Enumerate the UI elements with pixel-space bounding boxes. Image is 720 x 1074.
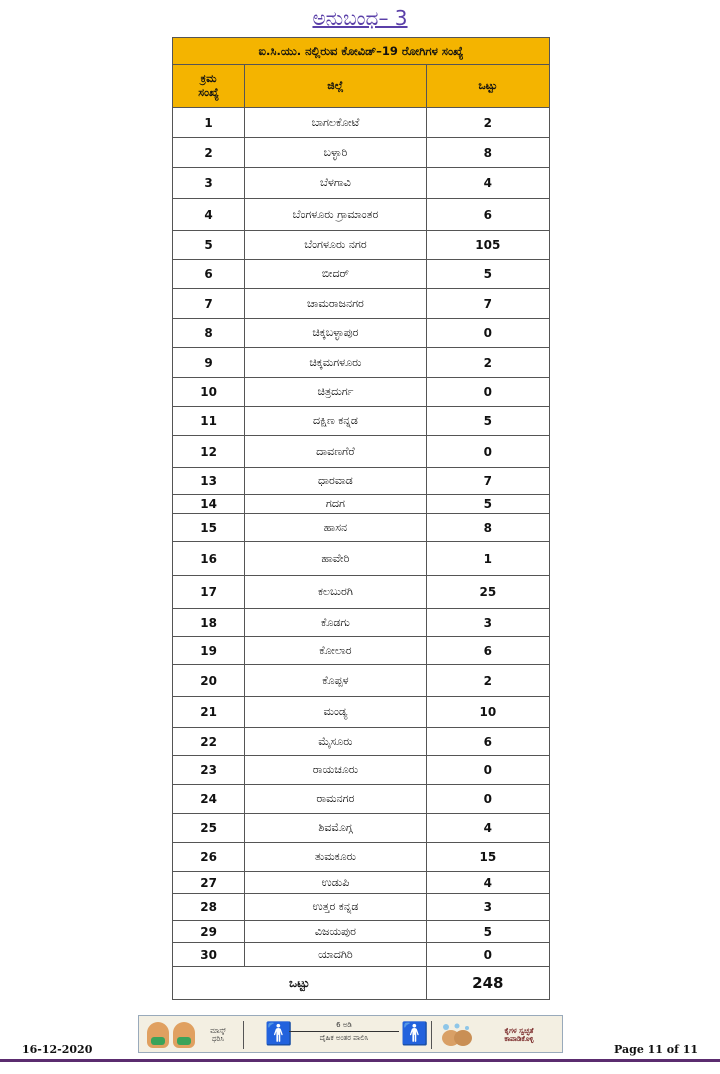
count-cell: 25 bbox=[426, 576, 549, 609]
serial-cell: 29 bbox=[173, 921, 245, 943]
table-row bbox=[173, 436, 550, 468]
banner-divider bbox=[431, 1021, 432, 1049]
serial-cell: 28 bbox=[173, 894, 245, 921]
count-cell: 105 bbox=[426, 231, 549, 260]
district-cell: ಬೆಂಗಳೂರು ನಗರ bbox=[245, 231, 426, 260]
district-cell: ಕೊಡಗು bbox=[245, 609, 426, 637]
table-row bbox=[173, 814, 550, 843]
table-header-row bbox=[173, 65, 550, 108]
district-cell: ಚಿಕ್ಕಮಗಳೂರು bbox=[245, 348, 426, 378]
table-row bbox=[173, 609, 550, 637]
distance-arrow bbox=[289, 1031, 399, 1032]
banner-mask-text-2: ಧರಿಸಿ bbox=[212, 1035, 224, 1043]
district-cell: ಬಾಗಲಕೋಟೆ bbox=[245, 108, 426, 138]
district-cell: ಬೆಳಗಾವಿ bbox=[245, 168, 426, 199]
serial-cell: 8 bbox=[173, 319, 245, 348]
banner-mask-text bbox=[203, 1027, 233, 1043]
district-cell: ಮಂಡ್ಯ bbox=[245, 697, 426, 728]
banner-distance-text: ದೈಹಿಕ ಅಂತರ ಪಾಲಿಸಿ bbox=[319, 1034, 369, 1042]
count-cell: 4 bbox=[426, 872, 549, 894]
serial-cell: 17 bbox=[173, 576, 245, 609]
page-title: ಅನುಬಂಧ– 3 bbox=[312, 6, 408, 30]
total-label: ಒಟ್ಟು bbox=[173, 967, 427, 1000]
serial-cell: 19 bbox=[173, 637, 245, 665]
table-row bbox=[173, 542, 550, 576]
count-cell: 6 bbox=[426, 637, 549, 665]
count-cell: 0 bbox=[426, 378, 549, 407]
table-row bbox=[173, 943, 550, 967]
serial-cell: 26 bbox=[173, 843, 245, 872]
district-cell: ಉಡುಪಿ bbox=[245, 872, 426, 894]
district-cell: ಹಾಸನ bbox=[245, 514, 426, 542]
count-cell: 2 bbox=[426, 665, 549, 697]
serial-cell: 5 bbox=[173, 231, 245, 260]
district-cell: ಬೆಂಗಳೂರು ಗ್ರಾಮಾಂತರ bbox=[245, 199, 426, 231]
count-cell: 1 bbox=[426, 542, 549, 576]
table-row bbox=[173, 319, 550, 348]
serial-cell: 18 bbox=[173, 609, 245, 637]
count-cell: 0 bbox=[426, 785, 549, 814]
header-serial-line1: ಕ್ರಮ bbox=[200, 72, 217, 85]
district-cell: ತುಮಕೂರು bbox=[245, 843, 426, 872]
table-total-row bbox=[173, 967, 550, 1000]
standing-person-icon: 🚹 bbox=[265, 1022, 293, 1047]
header-serial bbox=[173, 65, 245, 108]
table-row bbox=[173, 576, 550, 609]
table-row bbox=[173, 231, 550, 260]
header-serial-line2: ಸಂಖ್ಯೆ bbox=[198, 86, 219, 99]
table-row bbox=[173, 843, 550, 872]
table-row bbox=[173, 894, 550, 921]
table-row bbox=[173, 468, 550, 495]
district-cell: ವಿಜಯಪುರ bbox=[245, 921, 426, 943]
count-cell: 8 bbox=[426, 138, 549, 168]
banner-distance-value: 6 ಅಡಿ bbox=[336, 1021, 352, 1029]
serial-cell: 30 bbox=[173, 943, 245, 967]
table-row bbox=[173, 407, 550, 436]
district-cell: ರಾಯಚೂರು bbox=[245, 756, 426, 785]
count-cell: 2 bbox=[426, 348, 549, 378]
count-cell: 4 bbox=[426, 814, 549, 843]
table-row bbox=[173, 756, 550, 785]
serial-cell: 1 bbox=[173, 108, 245, 138]
table-row bbox=[173, 921, 550, 943]
standing-person-icon: 🚹 bbox=[401, 1022, 429, 1047]
icu-cases-table bbox=[172, 37, 550, 1000]
header-district: ಜಿಲ್ಲೆ bbox=[245, 65, 426, 108]
district-cell: ಬೀದರ್ bbox=[245, 260, 426, 289]
district-cell: ಕೊಪ್ಪಳ bbox=[245, 665, 426, 697]
serial-cell: 20 bbox=[173, 665, 245, 697]
table-row bbox=[173, 872, 550, 894]
count-cell: 2 bbox=[426, 108, 549, 138]
count-cell: 0 bbox=[426, 756, 549, 785]
serial-cell: 21 bbox=[173, 697, 245, 728]
table-row bbox=[173, 785, 550, 814]
serial-cell: 2 bbox=[173, 138, 245, 168]
banner-divider bbox=[243, 1021, 244, 1049]
total-value: 248 bbox=[426, 967, 549, 1000]
district-cell: ಗದಗ bbox=[245, 495, 426, 514]
table-row bbox=[173, 697, 550, 728]
count-cell: 7 bbox=[426, 468, 549, 495]
count-cell: 5 bbox=[426, 921, 549, 943]
serial-cell: 13 bbox=[173, 468, 245, 495]
district-cell: ಉತ್ತರ ಕನ್ನಡ bbox=[245, 894, 426, 921]
count-cell: 5 bbox=[426, 495, 549, 514]
count-cell: 7 bbox=[426, 289, 549, 319]
district-cell: ಬಳ್ಳಾರಿ bbox=[245, 138, 426, 168]
count-cell: 0 bbox=[426, 436, 549, 468]
footer-page-number: Page 11 of 11 bbox=[614, 1043, 698, 1056]
serial-cell: 16 bbox=[173, 542, 245, 576]
banner-mask-text-1: ಮಾಸ್ಕ್ bbox=[210, 1027, 226, 1035]
count-cell: 3 bbox=[426, 609, 549, 637]
serial-cell: 25 bbox=[173, 814, 245, 843]
serial-cell: 15 bbox=[173, 514, 245, 542]
table-row bbox=[173, 108, 550, 138]
district-cell: ಚಿಕ್ಕಬಳ್ಳಾಪುರ bbox=[245, 319, 426, 348]
banner-distance bbox=[289, 1021, 399, 1042]
serial-cell: 12 bbox=[173, 436, 245, 468]
district-cell: ಚಾಮರಾಜನಗರ bbox=[245, 289, 426, 319]
banner-hygiene-text bbox=[481, 1027, 557, 1043]
banner-hygiene-text-2: ಕಾಪಾಡಿಕೊಳ್ಳಿ bbox=[504, 1035, 534, 1043]
district-cell: ಚಿತ್ರದುರ್ಗ bbox=[245, 378, 426, 407]
table-row bbox=[173, 378, 550, 407]
count-cell: 6 bbox=[426, 199, 549, 231]
table-row bbox=[173, 260, 550, 289]
count-cell: 5 bbox=[426, 260, 549, 289]
header-total: ಒಟ್ಟು bbox=[426, 65, 549, 108]
district-cell: ದಕ್ಷಿಣ ಕನ್ನಡ bbox=[245, 407, 426, 436]
district-cell: ಶಿವಮೊಗ್ಗ bbox=[245, 814, 426, 843]
serial-cell: 10 bbox=[173, 378, 245, 407]
count-cell: 3 bbox=[426, 894, 549, 921]
table-row bbox=[173, 728, 550, 756]
table-row bbox=[173, 348, 550, 378]
covid-safety-banner bbox=[138, 1015, 563, 1053]
district-cell: ಕಲಬುರಗಿ bbox=[245, 576, 426, 609]
district-cell: ದಾವಣಗೆರೆ bbox=[245, 436, 426, 468]
district-cell: ಹಾವೇರಿ bbox=[245, 542, 426, 576]
footer-date: 16-12-2020 bbox=[22, 1043, 93, 1056]
masked-person-icon bbox=[173, 1022, 195, 1048]
count-cell: 8 bbox=[426, 514, 549, 542]
table-row bbox=[173, 665, 550, 697]
banner-hygiene-text-1: ಕೈಗಳ ಸ್ವಚ್ಛತೆ bbox=[504, 1027, 534, 1035]
hand-wash-icon bbox=[437, 1022, 477, 1048]
district-cell: ಯಾದಗಿರಿ bbox=[245, 943, 426, 967]
serial-cell: 3 bbox=[173, 168, 245, 199]
count-cell: 15 bbox=[426, 843, 549, 872]
table-row bbox=[173, 138, 550, 168]
table-caption-row bbox=[173, 38, 550, 65]
table-row bbox=[173, 199, 550, 231]
count-cell: 4 bbox=[426, 168, 549, 199]
district-cell: ರಾಮನಗರ bbox=[245, 785, 426, 814]
serial-cell: 14 bbox=[173, 495, 245, 514]
serial-cell: 4 bbox=[173, 199, 245, 231]
count-cell: 0 bbox=[426, 319, 549, 348]
serial-cell: 23 bbox=[173, 756, 245, 785]
serial-cell: 9 bbox=[173, 348, 245, 378]
count-cell: 6 bbox=[426, 728, 549, 756]
serial-cell: 6 bbox=[173, 260, 245, 289]
serial-cell: 24 bbox=[173, 785, 245, 814]
table-caption: ಐ.ಸಿ.ಯು. ನಲ್ಲಿರುವ ಕೋವಿಡ್–19 ರೋಗಿಗಳ ಸಂಖ್ಯೆ bbox=[173, 38, 550, 65]
table-row bbox=[173, 637, 550, 665]
serial-cell: 27 bbox=[173, 872, 245, 894]
district-cell: ಕೋಲಾರ bbox=[245, 637, 426, 665]
district-cell: ಧಾರವಾಡ bbox=[245, 468, 426, 495]
table-row bbox=[173, 289, 550, 319]
table-row bbox=[173, 495, 550, 514]
table-row bbox=[173, 514, 550, 542]
table-row bbox=[173, 168, 550, 199]
district-cell: ಮೈಸೂರು bbox=[245, 728, 426, 756]
serial-cell: 11 bbox=[173, 407, 245, 436]
count-cell: 10 bbox=[426, 697, 549, 728]
count-cell: 5 bbox=[426, 407, 549, 436]
count-cell: 0 bbox=[426, 943, 549, 967]
masked-person-icon bbox=[147, 1022, 169, 1048]
serial-cell: 22 bbox=[173, 728, 245, 756]
footer-rule bbox=[0, 1059, 720, 1062]
serial-cell: 7 bbox=[173, 289, 245, 319]
